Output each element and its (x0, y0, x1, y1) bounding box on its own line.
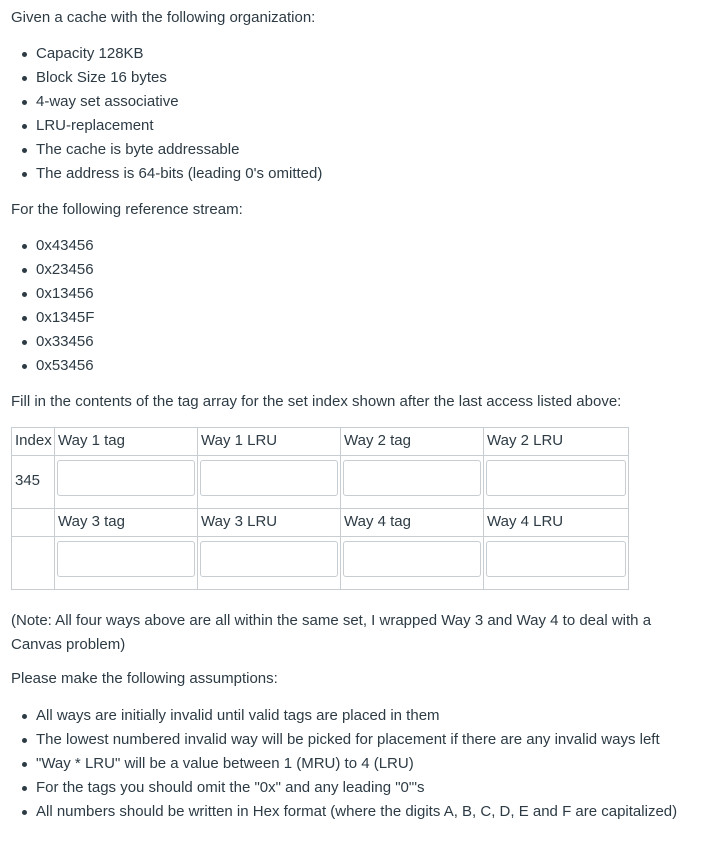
list-item: 4-way set associative (11, 90, 322, 114)
index-value: 345 (12, 456, 55, 509)
list-item: For the tags you should omit the "0x" and any leading "0"'s (11, 776, 677, 800)
way2-tag-header: Way 2 tag (341, 428, 484, 456)
way4-tag-input[interactable] (343, 541, 481, 577)
list-item: The cache is byte addressable (11, 138, 322, 162)
stream-intro-text: For the following reference stream: (11, 201, 243, 218)
intro-text: Given a cache with the following organization: (11, 9, 316, 26)
way1-lru-header: Way 1 LRU (198, 428, 341, 456)
list-item: 0x53456 (11, 354, 94, 378)
list-item: "Way * LRU" will be a value between 1 (MRU) to 4 (LRU) (11, 752, 677, 776)
way3-tag-input[interactable] (57, 541, 195, 577)
way3-tag-header: Way 3 tag (55, 509, 198, 537)
list-item: LRU-replacement (11, 114, 322, 138)
list-item: 0x43456 (11, 234, 94, 258)
way3-lru-input[interactable] (200, 541, 338, 577)
way4-lru-input[interactable] (486, 541, 626, 577)
way2-lru-input[interactable] (486, 460, 626, 496)
organization-list (11, 42, 322, 186)
empty-cell (12, 537, 55, 590)
table-row (12, 509, 629, 537)
empty-cell (12, 509, 55, 537)
list-item: Block Size 16 bytes (11, 66, 322, 90)
list-item: Capacity 128KB (11, 42, 322, 66)
index-header: Index (12, 428, 55, 456)
way3-lru-header: Way 3 LRU (198, 509, 341, 537)
note-text: (Note: All four ways above are all within the same set, I wrapped Way 3 and Way 4 to deal with a Canvas problem) (11, 612, 652, 653)
table-row (12, 456, 629, 509)
table-row (12, 537, 629, 590)
list-item: 0x1345F (11, 306, 94, 330)
list-item: 0x13456 (11, 282, 94, 306)
list-item: 0x33456 (11, 330, 94, 354)
tag-array-table (11, 427, 629, 590)
way4-tag-header: Way 4 tag (341, 509, 484, 537)
list-item: All ways are initially invalid until valid tags are placed in them (11, 704, 677, 728)
table-row (12, 428, 629, 456)
assumptions-list (11, 704, 677, 824)
list-item: The address is 64-bits (leading 0's omitted) (11, 162, 322, 186)
way2-tag-input[interactable] (343, 460, 481, 496)
assumptions-intro-text: Please make the following assumptions: (11, 670, 278, 687)
way1-tag-header: Way 1 tag (55, 428, 198, 456)
fill-instruction-text: Fill in the contents of the tag array for the set index shown after the last access listed above: (11, 393, 622, 410)
list-item: The lowest numbered invalid way will be picked for placement if there are any invalid ways left (11, 728, 677, 752)
way1-tag-input[interactable] (57, 460, 195, 496)
way2-lru-header: Way 2 LRU (484, 428, 629, 456)
way1-lru-input[interactable] (200, 460, 338, 496)
list-item: All numbers should be written in Hex format (where the digits A, B, C, D, E and F are capitalized) (11, 800, 677, 824)
way4-lru-header: Way 4 LRU (484, 509, 629, 537)
list-item: 0x23456 (11, 258, 94, 282)
reference-stream-list (11, 234, 94, 378)
